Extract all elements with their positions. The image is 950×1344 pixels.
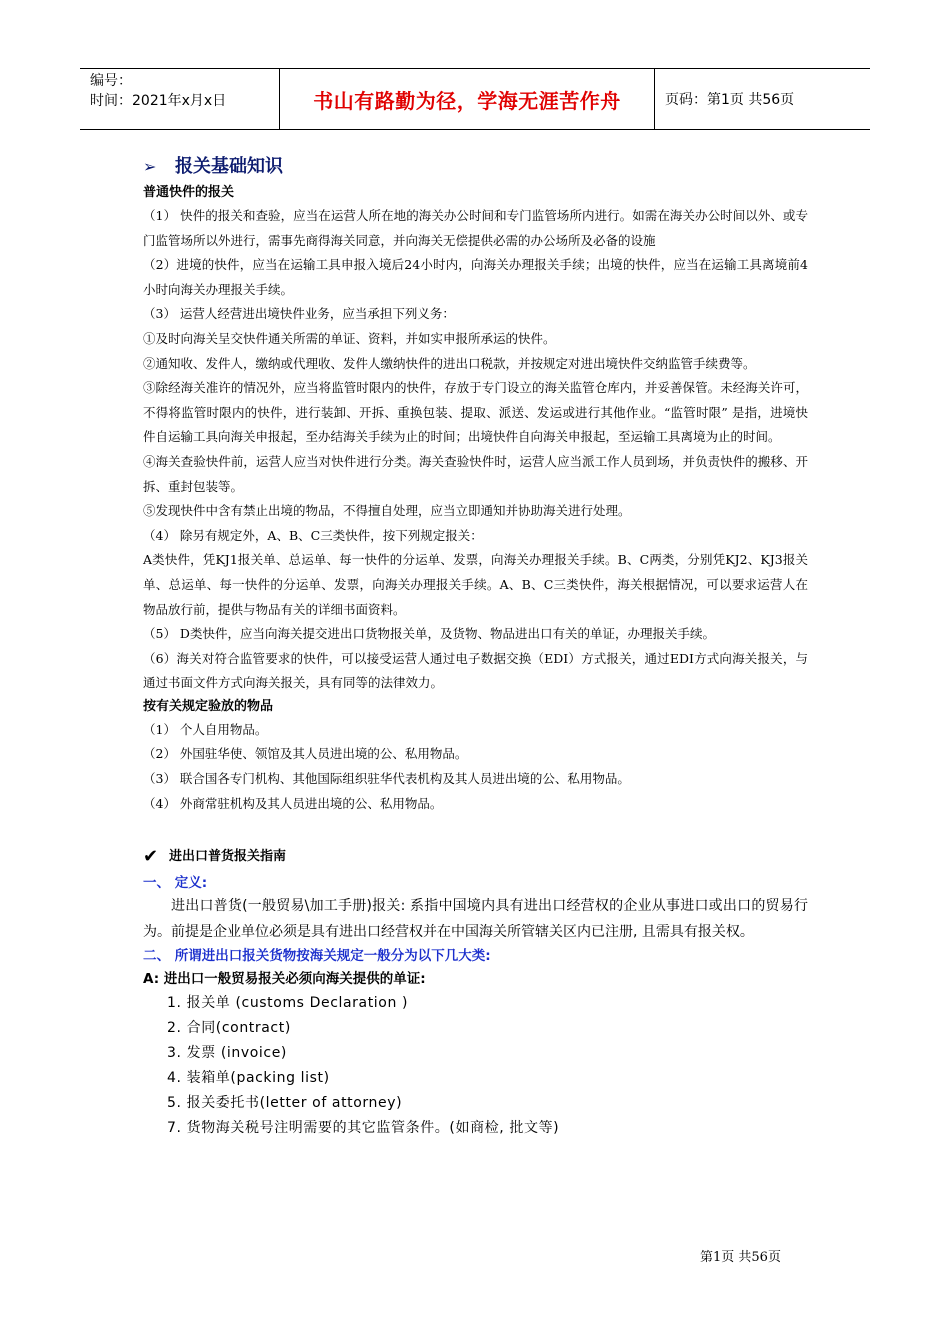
paragraph: ⑤发现快件中含有禁止出境的物品，不得擅自处理，应当立即通知并协助海关进行处理。 (143, 503, 631, 519)
heading-categories: 二、 所谓进出口报关货物按海关规定一般分为以下几大类: (143, 948, 491, 965)
paragraph: （1） 快件的报关和查验，应当在运营人所在地的海关办公时间和专门监管场所内进行。如需在海关办公时间以外、或专门监管场所以外进行，需事先商得海关同意，并向海关无偿提供必需的办公场所及必备的设施 (143, 208, 808, 248)
heading-definition: 一、 定义: (143, 875, 208, 892)
paragraph: A类快件，凭KJ1报关单、总运单、每一快件的分运单、发票，向海关办理报关手续。B、C两类，分别凭KJ2、KJ3报关单、总运单、每一快件的分运单、发票，向海关办理报关手续。A、B、C三类快件，海关根据情况，可以要求运营人在物品放行前，提供与物品有关的详细书面资料。 (143, 552, 808, 617)
section-title-2 (143, 842, 808, 872)
header-motto: 书山有路勤为径，学海无涯苦作舟 (280, 69, 655, 129)
arrow-bullet-icon: ➢ (143, 157, 157, 176)
list-item: （2） 外国驻华使、领馆及其人员进出境的公、私用物品。 (143, 746, 468, 762)
page-footer: 第1页 共56页 (700, 1250, 781, 1265)
list-item: （3） 联合国各专门机构、其他国际组织驻华代表机构及其人员进出境的公、私用物品。 (143, 771, 630, 787)
document-item: 7. 货物海关税号注明需要的其它监管条件。(如商检, 批文等) (167, 1120, 560, 1137)
definition-paragraph: 进出口普货(一般贸易\加工手册)报关: 系指中国境内具有进出口经营权的企业从事进口或出口的贸易行为。前提是企业单位必须是具有进出口经营权并在中国海关所管辖关区内已注册, 且需具有报关权。 (143, 898, 808, 940)
document-item: 3. 发票 (invoice) (167, 1045, 287, 1062)
list-item: （4） 外商常驻机构及其人员进出境的公、私用物品。 (143, 795, 443, 811)
header-page-label: 页码：第1页 共56页 (665, 92, 795, 108)
paragraph: （3） 运营人经营进出境快件业务，应当承担下列义务： (143, 306, 455, 322)
paragraph: ③除经海关准许的情况外，应当将监管时限内的快件，存放于专门设立的海关监管仓库内，并妥善保管。未经海关许可，不得将监管时限内的快件，进行装卸、开拆、重换包装、提取、派送、发运或进行其他作业。“监管时限” 是指，进境快件自运输工具向海关申报起，至办结海关手续为止的时间；出境快件自向海关申报起，至运输工具离境为止的时间。 (143, 380, 808, 445)
checkmark-icon: ✔ (143, 846, 159, 868)
paragraph: （4） 除另有规定外，A、B、C三类快件，按下列规定报关： (143, 527, 483, 543)
paragraph: ④海关查验快件前，运营人应当对快件进行分类。海关查验快件时，运营人应当派工作人员到场，并负责快件的搬移、开拆、重封包装等。 (143, 453, 808, 494)
paragraph: （2）进境的快件，应当在运输工具申报入境后24小时内，向海关办理报关手续；出境的快件，应当在运输工具离境前4小时向海关办理报关手续。 (143, 257, 808, 297)
subheading: 按有关规定验放的物品 (143, 698, 274, 714)
document-item: 5. 报关委托书(letter of attorney) (167, 1095, 403, 1112)
page-header (80, 68, 870, 130)
number-label: 编号： (90, 73, 132, 89)
paragraph: ②通知收、发件人，缴纳或代理收、发件人缴纳快件的进出口税款，并按规定对进出境快件交纳监管手续费等。 (143, 355, 756, 371)
header-meta (80, 69, 280, 129)
section-title-text: 报关基础知识 (175, 156, 283, 177)
spacer (143, 816, 808, 840)
document-item: 2. 合同(contract) (167, 1020, 291, 1037)
section-title (143, 152, 808, 182)
time-label: 时间：2021年x月x日 (90, 93, 227, 109)
list-item: （1） 个人自用物品。 (143, 721, 268, 737)
subheading: 普通快件的报关 (143, 185, 235, 200)
document-body (143, 152, 808, 1141)
document-item: 4. 装箱单(packing list) (167, 1070, 330, 1087)
paragraph: ①及时向海关呈交快件通关所需的单证、资料，并如实申报所承运的快件。 (143, 330, 556, 346)
document-item: 1. 报关单 (customs Declaration ) (167, 995, 409, 1012)
category-a-heading: A: 进出口一般贸易报关必须向海关提供的单证: (143, 971, 426, 988)
paragraph: （6）海关对符合监管要求的快件，可以接受运营人通过电子数据交换（EDI）方式报关，通过EDI方式向海关报关，与通过书面文件方式向海关报关，具有同等的法律效力。 (143, 650, 808, 691)
paragraph: （5） D类快件，应当向海关提交进出口货物报关单，及货物、物品进出口有关的单证，办理报关手续。 (143, 626, 715, 642)
section-title-2-text: 进出口普货报关指南 (169, 849, 287, 865)
